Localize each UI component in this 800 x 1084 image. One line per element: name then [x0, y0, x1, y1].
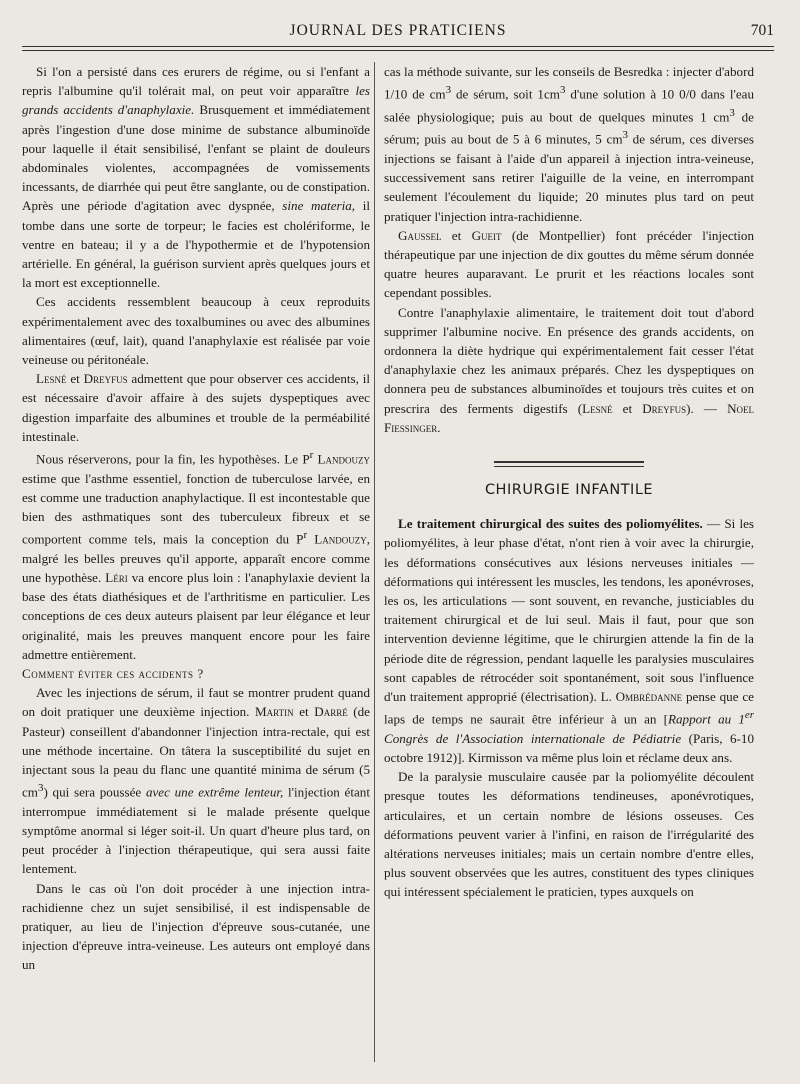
paragraph: Nous réserverons, pour la fin, les hypothèses. Le $P^r$ Landouzy estime que l'asthme essentiel, fonction de tuberculose larvée, en est comme une traduction anaphylactique. Il est incontestable que bien des asthmatiques sont des tuberculeux fibreux et se comportent comme tels, mais la conception du $P^r$ Landouzy, malgré les belles preuves qu'il apporte, apparaît encore comme une hypothèse. Léri va encore plus loin : l'anaphylaxie devient la base des états diathésiques et de l'arthritisme en particulier. Les conceptions de ces deux auteurs plaisent par leur élégance et leur originalité, mais les preuves manquent encore pour les faire admettre entièrement. [22, 449, 370, 662]
running-header [22, 22, 774, 44]
page-number: 701 [750, 22, 774, 39]
author-signature: Noel Fiessinger. [384, 400, 755, 435]
paragraph: Contre l'anaphylaxie alimentaire, le traitement doit tout d'abord supprimer l'albumine nocive. En présence des grands accidents, on ordonnera la diète hydrique qui expérimentalement fait cesser l'état d'anaphylaxie chez les animaux préparés. Chez les dyspeptiques on donnera peu de substances albuminoïdes et toujours très cuites et on prescrira des ferments digestifs (Lesné et Dreyfus). — Noel Fiessinger. [384, 304, 755, 435]
left-column [22, 62, 370, 975]
paragraph: Le traitement chirurgical des suites des poliomyélites. — Si les poliomyélites, à leur phase d'état, n'ont rien à voir avec la chirurgie, les déformations consécutives aux lésions nerveuses initiales — déformations qui intéressent les muscles, les tendons, les aponévroses, les os, les articulations — sont souvent, en revanche, justiciables du traitement chirurgical et de lui seul. Mais il faut, pour que son intervention devienne légitime, que le chirurgien attende la fin de la période dite de régression, pendant laquelle les paralysies musculaires sont capables de rétrocéder soit spontanément, soit sous l'influence d'un traitement approprié (électrisation). L. Ombrédanne pense que ce laps de temps ne saurait être inférieur à un an [Rapport au 1er Congrès de l'Association internationale de Pédiatrie (Paris, 6-10 octobre 1912)]. Kirmisson va même plus loin et réclame deux ans. [384, 516, 754, 765]
paragraph: De la paralysie musculaire causée par la poliomyélite découlent presque toutes les déformations tendineuses, aponévrotiques, articulaires, et un certain nombre de lésions osseuses. Ces déformations peuvent varier à l'infini, en raison de l'irrégularité des altérations nerveuses initiales; mais un certain nombre d'entre elles, plus souvent observées que les autres, constituent des types cliniques qui intéressent spécialement le praticien, types auxquels on [384, 769, 754, 900]
header-rule [22, 46, 774, 51]
column-separator [374, 62, 375, 1062]
paragraph: Dans le cas où l'on doit procéder à une injection intra-rachidienne chez un sujet sensibilisé, il est indispensable de pratiquer, au lieu de l'injection d'épreuve sous-cutanée, une injection d'épreuve intra-veineuse. Les auteurs ont employé dans un [22, 880, 370, 973]
section-rule [494, 461, 644, 467]
paragraph: Lesné et Dreyfus admettent que pour observer ces accidents, il est nécessaire d'avoir affaire à des sujets dyspeptiques avec digestion imparfaite des albumines et trouble de la perméabilité intestinale. [22, 371, 371, 444]
paragraph: Si l'on a persisté dans ces erurers de régime, ou si l'enfant a repris l'albumine qu'il tolérait mal, on peut voir apparaître les grands accidents d'anaphylaxie. Brusquement et immédiatement après l'ingestion d'une dose minime de substance albuminoïde pour laquelle il était sensibilisé, l'enfant se plaint de douleurs abdominales violentes, accompagnées de vomissements incessants, de diarrhée qui peut être sanglante, ou de constipation. Après une période d'agitation avec dyspnée, sine materia, il tombe dans une sorte de torpeur; le facies est cholériforme, le ventre en bateau; il y a de l'hypothermie et de l'hypotension artérielle. En général, la guérison survient après quelques jours et la mort est exceptionnelle. [22, 64, 370, 291]
article-heading: Le traitement chirurgical des suites des poliomyélites. [398, 516, 703, 532]
journal-title: JOURNAL DES PRATICIENS [289, 22, 507, 39]
paragraph: Ces accidents ressemblent beaucoup à ceux reproduits expérimentalement avec des toxalbumines ou avec des albumines alimentaires (œuf, lait), quand l'anaphylaxie est réalisée par voie veineuse ou péritonéale. [22, 294, 370, 368]
section-title: CHIRURGIE INFANTILE [484, 481, 654, 498]
paragraph: Avec les injections de sérum, il faut se montrer prudent quand on doit pratiquer une deuxième injection. Martin et Darré (de Pasteur) conseillent d'abandonner l'injection intra-rectale, qui est une méthode incertaine. On tâtera la susceptibilité du sujet en injectant sous la peau du flanc une quantité minima de sérum (5 $cm^3$) qui sera poussée avec une extrême lenteur, l'injection étant interrompue immédiatement si le malade présente quelque symptôme anormal si léger soit-il. Un quart d'heure plus tard, on peut procéder à l'injection thérapeutique, qui sera aussi faite lentement. [22, 685, 370, 877]
paragraph: Gaussel et Gueit (de Montpellier) font précéder l'injection thérapeutique par une injection de dix gouttes du même sérum donnée quatre heures auparavant. Le prurit et les réactions locales sont cependant possibles. [384, 227, 755, 301]
subheading: Comment éviter ces accidents ? [22, 666, 204, 682]
right-column [384, 62, 754, 902]
paragraph: cas la méthode suivante, sur les conseils de Besredka : injecter d'abord 1/10 de $cm^3$ de sérum, soit $1cm^3$ d'une solution à 10 0/0 dans l'eau salée physiologique; puis au bout de quelques minutes 1 $cm^3$ de sérum; puis au bout de 5 à 6 minutes, 5 $cm^3$ de sérum, ces diverses injections se faisant à l'aide d'un appareil à injection intra-veineuse, successivement sans retirer l'aiguille de la veine, en interrompant seulement l'écoulement du liquide; 20 minutes plus tard on peut pratiquer l'injection intra-rachidienne. [384, 64, 754, 224]
